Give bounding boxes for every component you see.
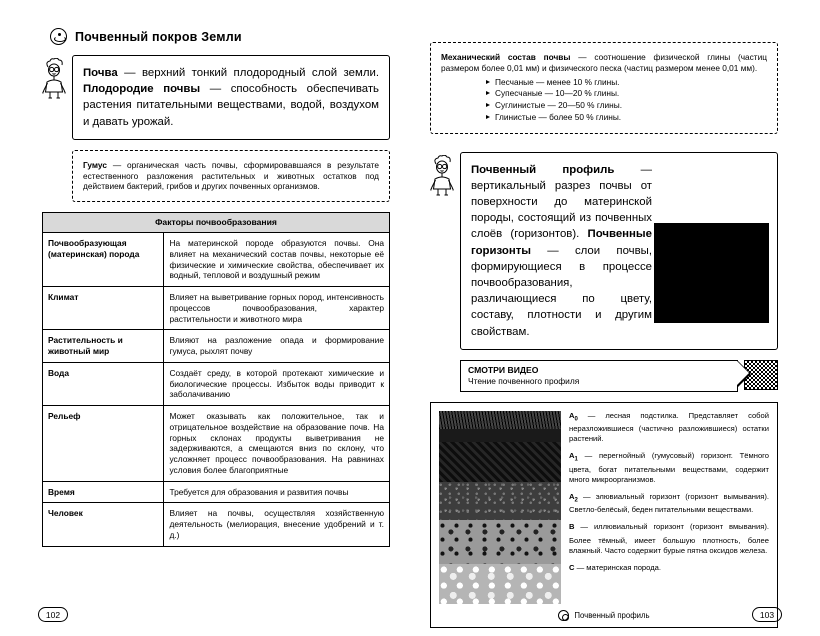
grass-layer xyxy=(439,411,561,429)
mascot-girl-icon xyxy=(427,155,457,195)
profile-text-1: — вертикальный разрез почвы от поверхности до материнской породы, состоящий из почвенных слоёв (горизонтов). xyxy=(471,163,652,241)
mascot-girl-icon xyxy=(39,58,69,98)
horizon-text: — материнская порода. xyxy=(574,562,661,572)
globe-icon xyxy=(50,28,67,45)
soil-text-2: — способность обеспечивать растения питательными веществами, водой, воздухом и давать урожай. xyxy=(83,83,379,128)
humus-definition-callout xyxy=(72,150,390,202)
horizon-entry xyxy=(569,522,769,555)
factor-name: Климат xyxy=(43,287,164,330)
arrow-right-icon xyxy=(737,360,751,388)
layer-b xyxy=(439,520,561,564)
mechanical-text: — соотношение физической глины (частиц размером более 0,01 мм) и физического песка (частиц размером менее 0,01 мм). xyxy=(441,52,767,73)
horizon-code: $A_0$ xyxy=(569,410,578,423)
mechanical-term: Механический состав почвы xyxy=(441,52,571,62)
page-title-text: Почвенный покров Земли xyxy=(75,29,242,44)
horizon-text: — элювиальный горизонт (горизонт вымывания). Светло-белёсый, беден питательными веществами. xyxy=(569,491,769,515)
factor-name: Вода xyxy=(43,362,164,405)
factor-desc: Влияет на почвы, осуществляя хозяйственную деятельность (мелиорация, внесение удобрений и т. д.) xyxy=(164,503,390,546)
horizon-labels xyxy=(569,411,769,604)
factor-desc: На материнской породе образуются почвы. Она влияет на механический состав почвы, некоторые её физические и химические свойства, обеспечивает их водный, тепловой и воздушный режим xyxy=(164,233,390,287)
factor-name: Время xyxy=(43,481,164,503)
factor-name: Растительность и животный мир xyxy=(43,330,164,363)
factor-desc: Влияют на разложение опада и формирование гумуса, рыхлят почву xyxy=(164,330,390,363)
video-row xyxy=(460,360,778,392)
table-row xyxy=(43,233,390,287)
profile-term-1: Почвенный профиль xyxy=(471,163,615,176)
horizon-code: B xyxy=(569,522,575,532)
factor-desc: Влияет на выветривание горных пород, интенсивность процессов почвообразования, характер растительности и животного мира xyxy=(164,287,390,330)
horizon-entry xyxy=(569,563,769,576)
profile-definition-callout xyxy=(460,152,778,350)
horizon-text: — иллювиальный горизонт (горизонт вмывания). Более тёмный, имеет большую плотность, более влажный. Часто содержит бурые пятна оксидов железа. xyxy=(569,522,769,555)
factor-name: Рельеф xyxy=(43,406,164,482)
horizon-text: — лесная подстилка. Представляет собой неразложившиеся (частично разложившиеся) остатки растений. xyxy=(569,410,769,444)
video-subtitle: Чтение почвенного профиля xyxy=(468,375,580,386)
table-row xyxy=(43,481,390,503)
horizon-code: $A_1$ xyxy=(569,451,578,463)
humus-text: — органическая часть почвы, сформировавшаяся в результате естественного разложения растительных и животных остатков под действием бактерий, грибов и других почвенных организмов. xyxy=(83,159,379,192)
horizon-entry xyxy=(569,451,769,484)
horizon-entry xyxy=(569,492,769,515)
list-item: Суглинистые — 20—50 % глины. xyxy=(485,100,767,111)
right-page xyxy=(410,0,820,636)
profile-photo-placeholder xyxy=(654,223,769,323)
table-row xyxy=(43,503,390,546)
horizon-entry xyxy=(569,411,769,444)
page-number-left: 102 xyxy=(38,607,68,622)
profile-text-2: — слои почвы, формирующиеся в процессе почвообразования, различающиеся по цвету, составу, плотности и другим свойствам. xyxy=(471,244,652,338)
photo-icon xyxy=(558,610,569,621)
layer-a2 xyxy=(439,482,561,520)
table-header-row xyxy=(43,213,390,233)
soil-profile-figure xyxy=(430,402,778,628)
video-banner[interactable] xyxy=(460,360,738,392)
list-item: Супесчаные — 10—20 % глины. xyxy=(485,88,767,99)
soil-definition-callout xyxy=(72,55,390,140)
list-item: Песчаные — менее 10 % глины. xyxy=(485,77,767,88)
mechanical-composition-callout xyxy=(430,42,778,134)
layer-a0 xyxy=(439,429,561,442)
soil-text-1: — верхний тонкий плодородный слой земли. xyxy=(117,67,379,79)
video-title: СМОТРИ ВИДЕО xyxy=(468,364,539,375)
humus-term: Гумус xyxy=(83,159,107,170)
table-row xyxy=(43,362,390,405)
table-row xyxy=(43,287,390,330)
mechanical-list xyxy=(445,77,767,123)
soil-term-2: Плодородие почвы xyxy=(83,83,201,96)
page-number-right: 103 xyxy=(752,607,782,622)
figure-caption-text: Почвенный профиль xyxy=(574,610,650,620)
layer-a1 xyxy=(439,442,561,482)
profile-term-2: Почвенные горизонты xyxy=(471,228,652,257)
table-row xyxy=(43,330,390,363)
table-row xyxy=(43,406,390,482)
factor-desc: Создаёт среду, в которой протекают химические и биологические процессы. Избыток воды приводит к заболачиванию xyxy=(164,362,390,405)
layer-c xyxy=(439,564,561,604)
factors-table xyxy=(42,212,390,547)
horizon-code: $A_2$ xyxy=(569,491,578,504)
factor-name: Почвообразующая (материнская) порода xyxy=(43,233,164,287)
horizon-text: — перегнойный (гумусовый) горизонт. Тёмного цвета, богат питательными веществами, содержит много микроорганизмов. xyxy=(569,451,769,484)
factor-desc: Может оказывать как положительное, так и отрицательное воздействие на образование почв. На горных склонах продукты выветривания не задерживаются, а смещаются вниз по склону, что усложняет процесс почвообразования. На равнинах условия более благоприятные xyxy=(164,406,390,482)
figure-caption xyxy=(439,610,769,621)
list-item: Глинистые — более 50 % глины. xyxy=(485,112,767,123)
page-title xyxy=(50,28,390,45)
factor-name: Человек xyxy=(43,503,164,546)
table-header-title: Факторы почвообразования xyxy=(43,213,390,233)
soil-column xyxy=(439,411,561,604)
factor-desc: Требуется для образования и развития почвы xyxy=(164,481,390,503)
horizon-code: C xyxy=(569,562,575,572)
soil-term-1: Почва xyxy=(83,67,118,79)
